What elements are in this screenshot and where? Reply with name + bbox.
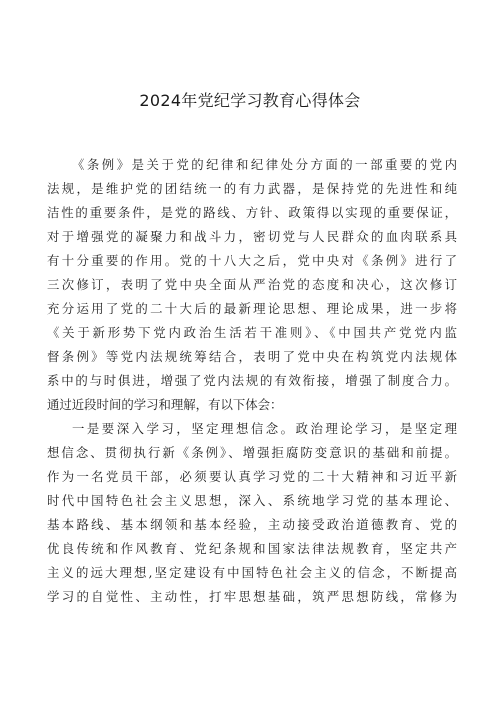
paragraph-line: 想信念、贯彻执行新《条例》、增强拒腐防变意识的基础和前提。 — [47, 445, 457, 460]
paragraph-line: 时代中国特色社会主义思想，深入、系统地学习党的基本理论、 — [47, 493, 457, 508]
paragraph-line: 系中的与时俱进，增强了党内法规的有效衔接，增强了制度合力。 — [47, 373, 457, 388]
paragraph-line: 对于增强党的凝聚力和战斗力，密切党与人民群众的血肉联系具 — [47, 229, 457, 244]
document-title: 2024年党纪学习教育心得体会 — [139, 91, 361, 110]
paragraph-line: 洁性的重要条件，是党的路线、方针、政策得以实现的重要保证， — [47, 205, 457, 220]
paragraph-line: 通过近段时间的学习和理解，有以下体会： — [47, 397, 283, 412]
paragraph-line: 作为一名党员干部，必须要认真学习党的二十大精神和习近平新 — [47, 469, 457, 484]
paragraph-line: 学习的自觉性、主动性，打牢思想基础，筑严思想防线，常修为 — [47, 589, 457, 604]
paragraph-line: 基本路线、基本纲领和基本经验，主动接受政治道德教育、党的 — [47, 517, 457, 532]
paragraph-line: 《关于新形势下党内政治生活若干准则》、《中国共产党党内监 — [47, 325, 457, 340]
paragraph-line: 督条例》等党内法规统筹结合，表明了党中央在构筑党内法规体 — [47, 349, 457, 364]
paragraph-line: 法规，是维护党的团结统一的有力武器，是保持党的先进性和纯 — [47, 181, 457, 196]
paragraph-line: 主义的远大理想,坚定建设有中国特色社会主义的信念，不断提高 — [47, 565, 457, 580]
paragraph-line: 三次修订，表明了党中央全面从严治党的态度和决心，这次修订 — [47, 277, 457, 292]
paragraph-line: 充分运用了党的二十大后的最新理论思想、理论成果，进一步将 — [47, 301, 457, 316]
paragraph-line: 《条例》是关于党的纪律和纪律处分方面的一部重要的党内 — [72, 157, 457, 172]
paragraph-line: 一是要深入学习，坚定理想信念。政治理论学习，是坚定理 — [72, 421, 457, 436]
paragraph-line: 有十分重要的作用。党的十八大之后，党中央对《条例》进行了 — [47, 253, 457, 268]
paragraph-line: 优良传统和作风教育、党纪条规和国家法律法规教育，坚定共产 — [47, 541, 457, 556]
